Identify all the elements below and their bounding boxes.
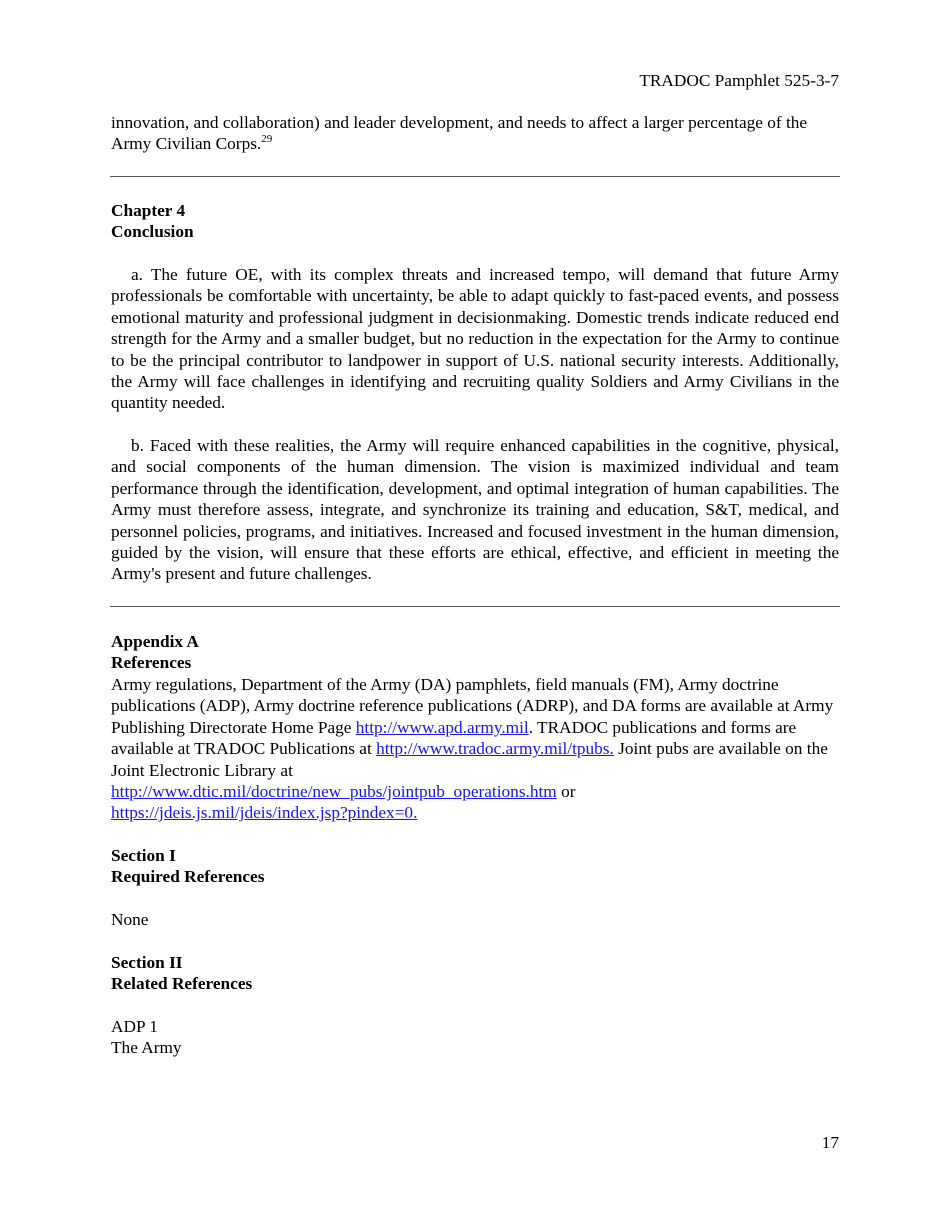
appendix-text-part: . TRADOC publications and forms are available at TRADOC Publications at (111, 717, 797, 759)
section-1-heading (111, 845, 839, 888)
section-1-label: Section I (111, 846, 176, 865)
reference-title: The Army (111, 1038, 182, 1058)
apd-link[interactable]: http://www.apd.army.mil (355, 717, 529, 737)
appendix-title: References (111, 653, 192, 673)
intro-paragraph (111, 112, 839, 155)
appendix-text-part: Army regulations, Department of the Army (DA) pamphlets, field manuals (FM), Army doctrine publications (ADP), Army doctrine reference publications (ADRP), and DA forms are available at Army Publishing Directorate Home Page (111, 675, 834, 737)
reference-entry (111, 1016, 839, 1059)
chapter-number: Chapter 4 (111, 201, 186, 220)
section-divider (110, 606, 840, 607)
intro-text: innovation, and collaboration) and leader development, and needs to affect a larger percentage of the Army Civilian Corps. (111, 113, 808, 154)
chapter-heading (111, 200, 839, 243)
running-header: TRADOC Pamphlet 525-3-7 (639, 71, 839, 90)
tradoc-link[interactable]: http://www.tradoc.army.mil/tpubs. (376, 739, 614, 759)
paragraph-b: b. Faced with these realities, the Army will require enhanced capabilities in the cognitive, physical, and social components of the human dimension. The vision is maximized individual and team performance through the identification, development, and optimal integration of human capabilities. The Army must therefore assess, integrate, and synchronize its training and education, S&T, medical, and personnel policies, programs, and initiatives. Increased and focused investment in the human dimension, guided by the vision, will ensure that these efforts are ethical, effective, and efficient in meeting the Army's present and future challenges. (111, 436, 839, 584)
section-2-label: Section II (111, 953, 183, 972)
page-number: 17 (821, 1133, 839, 1152)
dtic-link[interactable]: http://www.dtic.mil/doctrine/new_pubs/jointpub_operations.htm (111, 782, 557, 802)
section-2-heading (111, 952, 839, 995)
chapter-title: Conclusion (111, 222, 194, 242)
reference-id: ADP 1 (111, 1017, 158, 1036)
appendix-text-part: or (556, 782, 576, 802)
appendix-label: Appendix A (111, 632, 199, 651)
footnote-marker[interactable]: 29 (261, 133, 273, 146)
section-2-title: Related References (111, 974, 253, 994)
appendix-heading (111, 631, 839, 674)
jdeis-link[interactable]: https://jdeis.js.mil/jdeis/index.jsp?pindex=0. (111, 803, 418, 823)
section-1-title: Required References (111, 867, 265, 887)
section-1-body: None (111, 910, 149, 929)
appendix-text-part: Joint pubs are available on the Joint Electronic Library at (111, 739, 828, 780)
paragraph-a: a. The future OE, with its complex threats and increased tempo, will demand that future Army professionals be comfortable with uncertainty, be able to adapt quickly to fast-paced events, and possess emotional maturity and professional judgment in decisionmaking. Domestic trends indicate reduced end strength for the Army and a smaller budget, but no reduction in the expectation for the Army to continue to be the principal contributor to landpower in support of U.S. national security interests. Additionally, the Army will face challenges in identifying and recruiting quality Soldiers and Army Civilians in the quantity needed. (111, 265, 839, 413)
appendix-text (111, 674, 841, 824)
section-divider (110, 176, 840, 177)
